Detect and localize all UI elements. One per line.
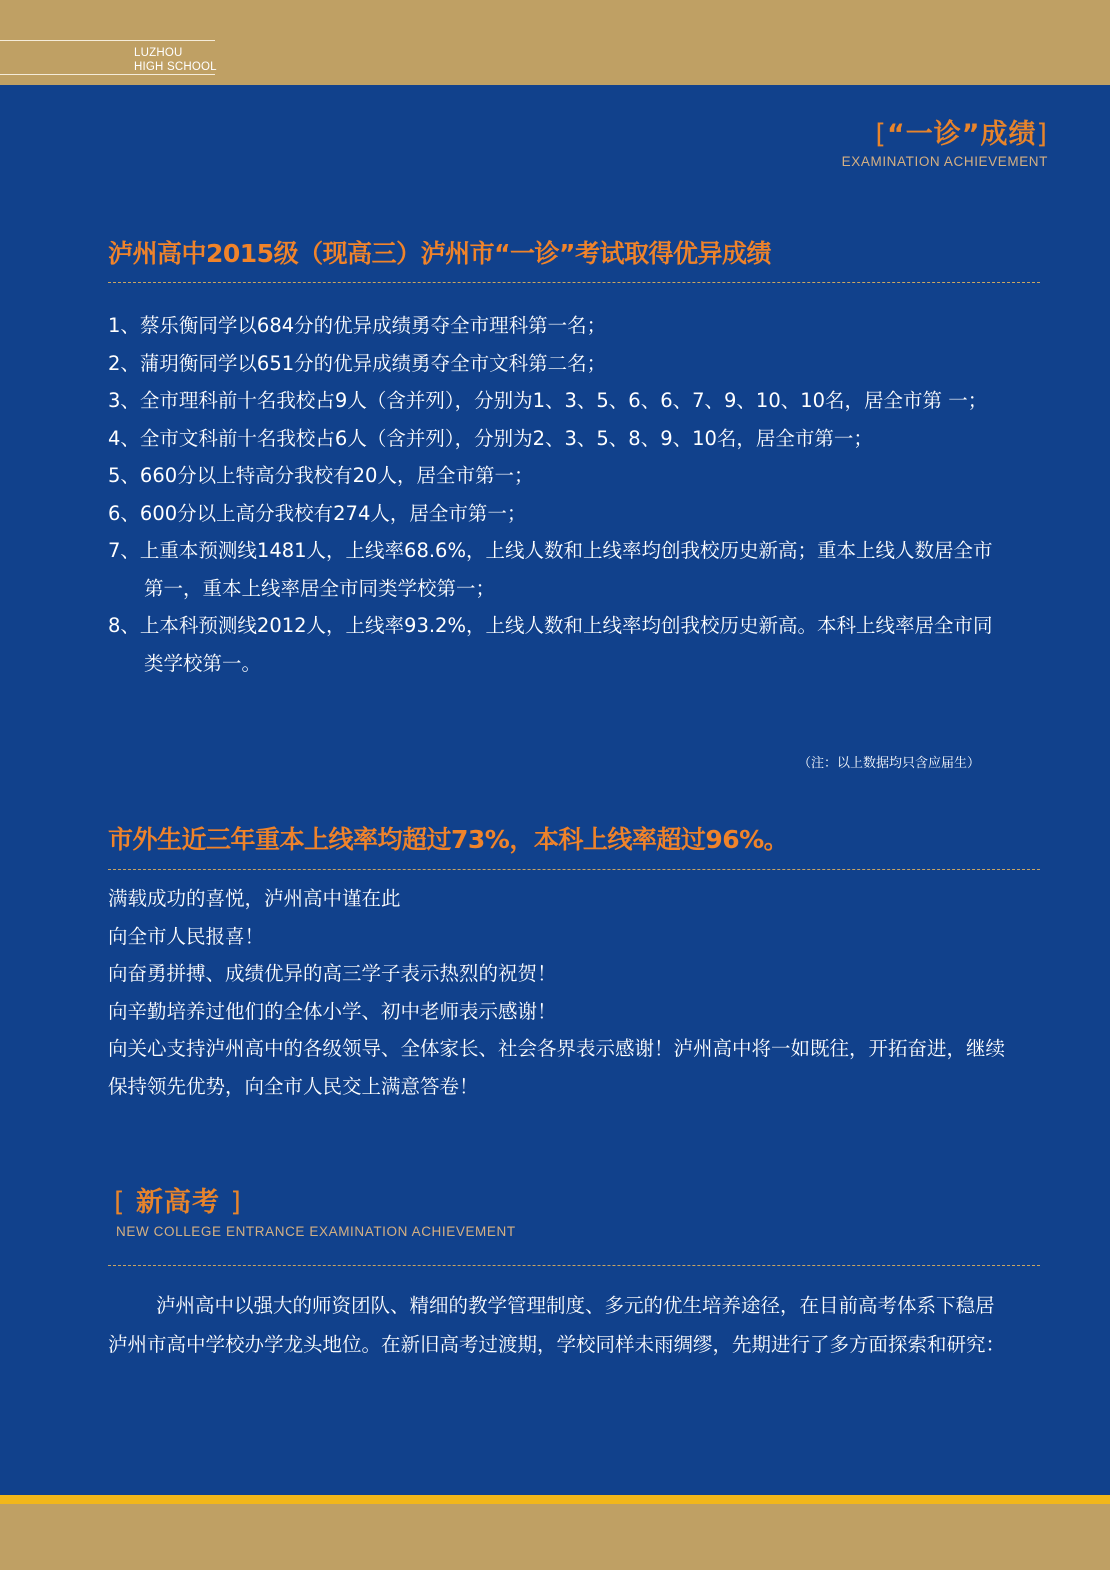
list-item: 7、上重本预测线1481人，上线率68.6%，上线人数和上线率均创我校历史新高；重本上线人数居全市第一，重本上线率居全市同类学校第一； <box>108 539 993 600</box>
school-logo-text <box>134 46 217 74</box>
new-gaokao-intro: 泸州高中以强大的师资团队、精细的教学管理制度、多元的优生培养途径，在目前高考体系下稳居泸州市高中学校办学龙头地位。在新旧高考过渡期，学校同样未雨绸缪，先期进行了多方面探索和研究： <box>108 1294 1006 1356</box>
list-item: 1、蔡乐衡同学以684分的优异成绩勇夺全市理科第一名； <box>108 314 607 337</box>
bracket-right: ] <box>1036 119 1048 150</box>
dashed-divider <box>108 1265 1040 1266</box>
list-item: 5、660分以上特高分我校有20人，居全市第一； <box>108 464 534 487</box>
logo-rule-bottom <box>0 74 215 75</box>
section-subtitle-exam: EXAMINATION ACHIEVEMENT <box>841 154 1048 169</box>
logo-line-2: HIGH SCHOOL <box>134 61 217 73</box>
list-item: 4、全市文科前十名我校占6人（含并列），分别为2、3、5、8、9、10名，居全市第一； <box>108 426 873 450</box>
paragraph-line: 向辛勤培养过他们的全体小学、初中老师表示感谢！ <box>108 999 557 1023</box>
bottom-accent-stripe <box>0 1495 1110 1504</box>
section-title-exam-text: “一诊”成绩 <box>886 119 1037 150</box>
results-list <box>108 307 1008 682</box>
congratulations-paragraph <box>108 880 1008 1105</box>
list-item: 6、600分以上高分我校有274人，居全市第一； <box>108 501 527 525</box>
dashed-divider <box>108 869 1040 870</box>
paragraph-line: 向全市人民报喜！ <box>108 924 265 948</box>
paragraph-line: 向奋勇拼搏、成绩优异的高三学子表示热烈的祝贺！ <box>108 962 557 985</box>
list-item: 2、蒲玥衡同学以651分的优异成绩勇夺全市文科第二名； <box>108 351 607 375</box>
list-item: 3、全市理科前十名我校占9人（含并列），分别为1、3、5、6、6、7、9、10、10名，居全市第 一； <box>108 389 988 412</box>
paragraph-line: 满载成功的喜悦，泸州高中谨在此 <box>108 887 401 910</box>
outside-students-heading: 市外生近三年重本上线率均超过73%，本科上线率超过96%。 <box>108 825 789 854</box>
bracket-right: ] <box>230 1187 242 1218</box>
list-item: 8、上本科预测线2012人，上线率93.2%，上线人数和上线率均创我校历史新高。本科上线率居全市同类学校第一。 <box>108 614 993 675</box>
dashed-divider <box>108 282 1040 283</box>
section-subtitle-new-gaokao: NEW COLLEGE ENTRANCE EXAMINATION ACHIEVEMENT <box>116 1224 516 1239</box>
section-title-exam <box>875 112 1048 151</box>
footnote: （注：以上数据均只含应届生） <box>797 756 980 771</box>
logo-line-1: LUZHOU <box>134 47 183 59</box>
logo-rule-top <box>0 40 215 41</box>
section-title-new-gaokao <box>114 1180 242 1219</box>
bracket-left: [ <box>114 1187 126 1218</box>
bracket-left: [ <box>875 119 887 150</box>
bottom-band <box>0 1504 1110 1570</box>
paragraph-line: 向关心支持泸州高中的各级领导、全体家长、社会各界表示感谢！泸州高中将一如既往，开拓奋进，继续保持领先优势，向全市人民交上满意答卷！ <box>108 1037 1006 1098</box>
results-heading: 泸州高中2015级（现高三）泸州市“一诊”考试取得优异成绩 <box>108 239 771 268</box>
section-title-new-gaokao-text: 新高考 <box>135 1187 220 1218</box>
